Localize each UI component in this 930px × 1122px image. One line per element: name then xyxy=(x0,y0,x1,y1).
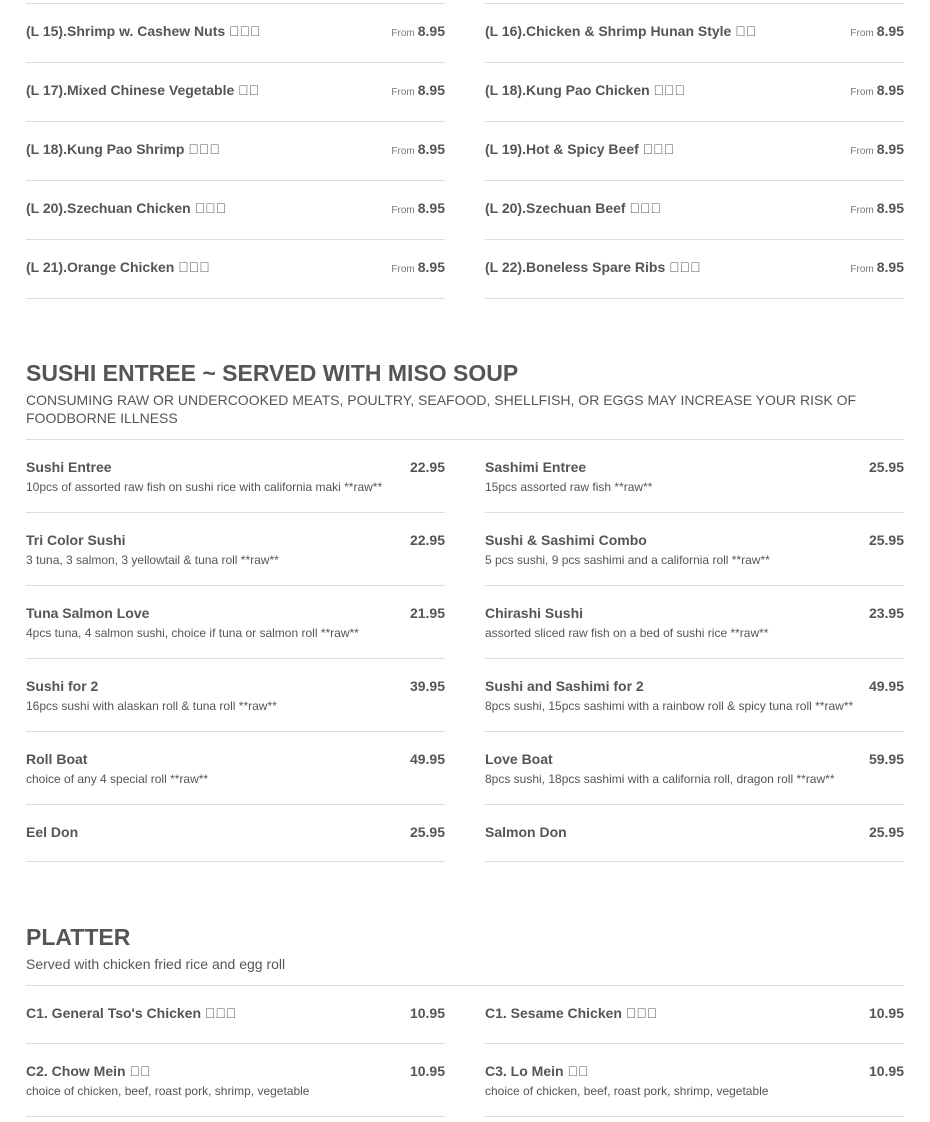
section-title: PLATTER xyxy=(26,924,131,950)
item-name: (L 19).Hot & Spicy Beef 󰀀󰀀󰀀 xyxy=(485,141,675,157)
item-name: (L 22).Boneless Spare Ribs 󰀀󰀀󰀀 xyxy=(485,259,701,275)
from-label: From xyxy=(391,146,415,157)
item-name: (L 20).Szechuan Beef 󰀀󰀀󰀀 xyxy=(485,200,661,216)
item-name: Eel Don xyxy=(26,824,79,840)
menu-item[interactable] xyxy=(26,805,445,862)
menu-item[interactable] xyxy=(485,586,904,659)
item-description: choice of chicken, beef, roast pork, shrimp, vegetable xyxy=(485,1084,769,1098)
item-name: Chirashi Sushi xyxy=(485,605,584,621)
menu-item[interactable] xyxy=(26,1044,445,1117)
from-label: From xyxy=(850,205,874,216)
item-price: 23.95 xyxy=(868,605,904,621)
item-name: (L 21).Orange Chicken 󰀀󰀀󰀀 xyxy=(26,259,210,275)
menu-item[interactable] xyxy=(485,63,904,122)
item-price: 10.95 xyxy=(409,1005,445,1021)
item-name: Salmon Don xyxy=(485,824,567,840)
menu-item[interactable] xyxy=(26,586,445,659)
item-name: Roll Boat xyxy=(26,751,88,767)
menu-item[interactable] xyxy=(26,63,445,122)
item-name: (L 20).Szechuan Chicken 󰀀󰀀󰀀 xyxy=(26,200,227,216)
item-price: From 8.95 xyxy=(391,141,445,157)
item-name: (L 18).Kung Pao Shrimp 󰀀󰀀󰀀 xyxy=(26,141,220,157)
item-price: 39.95 xyxy=(409,678,445,694)
platter-column-left xyxy=(26,986,445,1117)
menu-item[interactable] xyxy=(26,732,445,805)
item-price: 59.95 xyxy=(868,751,904,767)
lunch-column-left xyxy=(26,3,445,299)
item-name: (L 18).Kung Pao Chicken 󰀀󰀀󰀀 xyxy=(485,82,686,98)
from-label: From xyxy=(391,28,415,39)
item-name: Sushi & Sashimi Combo xyxy=(485,532,647,548)
section-title: SUSHI ENTREE ~ SERVED WITH MISO SOUP xyxy=(26,360,519,386)
from-label: From xyxy=(391,264,415,275)
sushi-column-right xyxy=(485,440,904,862)
lunch-column-right xyxy=(485,3,904,299)
item-description: assorted sliced raw fish on a bed of sushi rice **raw** xyxy=(485,626,769,640)
item-name: Sushi and Sashimi for 2 xyxy=(485,678,644,694)
item-description: 5 pcs sushi, 9 pcs sashimi and a california roll **raw** xyxy=(485,553,770,567)
from-label: From xyxy=(850,264,874,275)
item-name: Sashimi Entree xyxy=(485,459,587,475)
item-name: Love Boat xyxy=(485,751,553,767)
item-name: (L 16).Chicken & Shrimp Hunan Style 󰀀󰀀 xyxy=(485,23,757,39)
item-description: 8pcs sushi, 15pcs sashimi with a rainbow roll & spicy tuna roll **raw** xyxy=(485,699,854,713)
menu-item[interactable] xyxy=(26,181,445,240)
from-label: From xyxy=(391,205,415,216)
menu-item[interactable] xyxy=(485,440,904,513)
item-description: 4pcs tuna, 4 salmon sushi, choice if tuna or salmon roll **raw** xyxy=(26,626,359,640)
item-price: From 8.95 xyxy=(391,82,445,98)
menu-item[interactable] xyxy=(26,513,445,586)
item-description: choice of chicken, beef, roast pork, shrimp, vegetable xyxy=(26,1084,310,1098)
menu-item[interactable] xyxy=(26,240,445,299)
item-name: C1. General Tso's Chicken 󰀀󰀀󰀀 xyxy=(26,1005,237,1021)
item-price: 25.95 xyxy=(868,459,904,475)
item-price: From 8.95 xyxy=(391,259,445,275)
item-description: 3 tuna, 3 salmon, 3 yellowtail & tuna roll **raw** xyxy=(26,553,279,567)
menu-item[interactable] xyxy=(485,4,904,63)
menu-item[interactable] xyxy=(485,513,904,586)
item-price: 21.95 xyxy=(409,605,445,621)
item-name: Sushi for 2 xyxy=(26,678,99,694)
item-price: 25.95 xyxy=(868,824,904,840)
menu-item[interactable] xyxy=(26,4,445,63)
item-price: From 8.95 xyxy=(391,200,445,216)
item-description: 8pcs sushi, 18pcs sashimi with a california roll, dragon roll **raw** xyxy=(485,772,835,786)
from-label: From xyxy=(850,146,874,157)
item-name: C3. Lo Mein 󰀀󰀀 xyxy=(485,1063,589,1079)
section-subtitle: Served with chicken fried rice and egg roll xyxy=(26,956,286,972)
item-price: From 8.95 xyxy=(850,23,904,39)
menu-item[interactable] xyxy=(485,986,904,1044)
item-name: Sushi Entree xyxy=(26,459,112,475)
from-label: From xyxy=(391,87,415,98)
sushi-column-left xyxy=(26,440,445,862)
lunch-section xyxy=(26,3,904,299)
menu-item[interactable] xyxy=(485,805,904,862)
menu-item[interactable] xyxy=(26,659,445,732)
item-price: From 8.95 xyxy=(391,23,445,39)
menu-item[interactable] xyxy=(485,122,904,181)
item-price: 49.95 xyxy=(868,678,904,694)
item-name: Tri Color Sushi xyxy=(26,532,126,548)
platter-section xyxy=(26,923,904,1117)
item-price: 10.95 xyxy=(868,1063,904,1079)
item-price: From 8.95 xyxy=(850,82,904,98)
item-price: 10.95 xyxy=(868,1005,904,1021)
menu-item[interactable] xyxy=(485,659,904,732)
item-description: 10pcs of assorted raw fish on sushi rice with california maki **raw** xyxy=(26,480,383,494)
menu-item[interactable] xyxy=(485,1044,904,1117)
item-price: From 8.95 xyxy=(850,200,904,216)
menu-item[interactable] xyxy=(26,986,445,1044)
item-name: (L 15).Shrimp w. Cashew Nuts 󰀀󰀀󰀀 xyxy=(26,23,261,39)
menu-item[interactable] xyxy=(26,440,445,513)
from-label: From xyxy=(850,28,874,39)
from-label: From xyxy=(850,87,874,98)
item-description: 15pcs assorted raw fish **raw** xyxy=(485,480,653,494)
sushi-entree-section xyxy=(26,359,904,862)
platter-column-right xyxy=(485,986,904,1117)
item-price: 25.95 xyxy=(409,824,445,840)
item-price: From 8.95 xyxy=(850,259,904,275)
item-name: C1. Sesame Chicken 󰀀󰀀󰀀 xyxy=(485,1005,658,1021)
item-price: From 8.95 xyxy=(850,141,904,157)
item-price: 22.95 xyxy=(409,532,445,548)
item-price: 49.95 xyxy=(409,751,445,767)
item-name: C2. Chow Mein 󰀀󰀀 xyxy=(26,1063,151,1079)
section-subtitle: CONSUMING RAW OR UNDERCOOKED MEATS, POULTRY, SEAFOOD, SHELLFISH, OR EGGS MAY INCREASE YOUR RISK OF FOODBORNE ILLNESS xyxy=(26,392,857,426)
item-description: choice of any 4 special roll **raw** xyxy=(26,772,209,786)
menu-item[interactable] xyxy=(485,181,904,240)
item-price: 25.95 xyxy=(868,532,904,548)
menu-item[interactable] xyxy=(485,732,904,805)
item-name: Tuna Salmon Love xyxy=(26,605,150,621)
item-price: 22.95 xyxy=(409,459,445,475)
menu-item[interactable] xyxy=(485,240,904,299)
menu-item[interactable] xyxy=(26,122,445,181)
item-description: 16pcs sushi with alaskan roll & tuna roll **raw** xyxy=(26,699,277,713)
item-price: 10.95 xyxy=(409,1063,445,1079)
item-name: (L 17).Mixed Chinese Vegetable 󰀀󰀀 xyxy=(26,82,260,98)
